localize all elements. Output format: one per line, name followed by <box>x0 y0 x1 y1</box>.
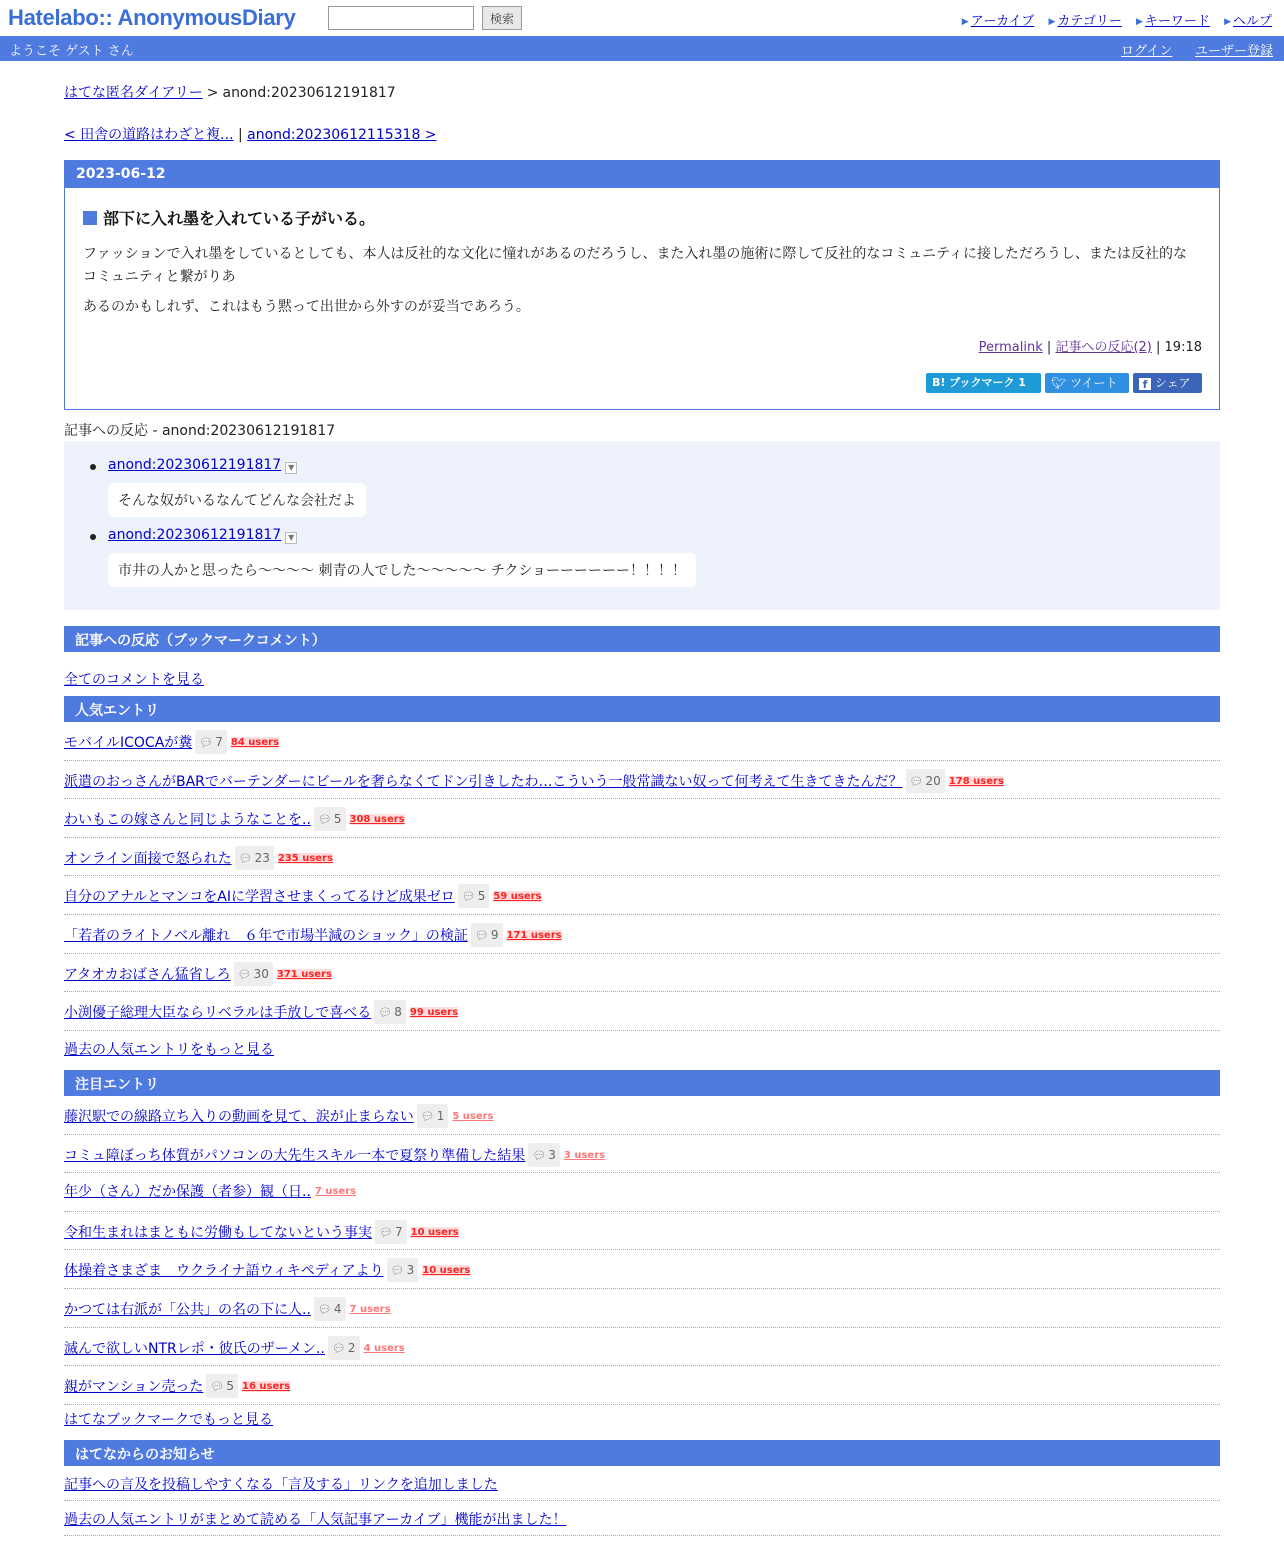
entry-row <box>64 1096 1220 1135</box>
comment-bubble-icon: 💬︎ <box>317 813 332 827</box>
search-button[interactable]: 検索 <box>482 6 522 30</box>
entry-link[interactable]: モバイルICOCAが糞 <box>64 735 193 751</box>
share-buttons <box>922 373 1202 393</box>
entry-link[interactable]: わいもこの嫁さんと同じようなことを.. <box>64 812 311 829</box>
entry-row <box>64 915 1220 954</box>
bullet-icon <box>90 534 96 540</box>
comment-bubble-icon: 💬︎ <box>532 1148 547 1162</box>
reaction-text: そんな奴がいるなんてどんな会社だよ <box>108 483 366 517</box>
news-item <box>64 1501 1220 1536</box>
bookmark-users-badge[interactable]: 99 users <box>409 1007 459 1019</box>
entry-link[interactable]: 年少（さん）だか保護（者参）観（日.. <box>64 1184 311 1201</box>
comment-bubble-icon: 💬︎ <box>461 890 476 904</box>
bookmark-users-badge[interactable]: 84 users <box>230 737 280 748</box>
nav-help-link[interactable]: ヘルプ <box>1232 14 1272 29</box>
entry-link[interactable]: 「若者のライトノベル離れ ６年で市場半減のショック」の検証 <box>64 928 468 944</box>
next-entry-link[interactable]: anond:20230612115318 > <box>247 127 437 143</box>
top-nav <box>952 10 1272 29</box>
comment-count[interactable] <box>471 923 503 947</box>
breadcrumb-current: anond:20230612191817 <box>222 85 396 101</box>
twitter-icon: 🐦︎ <box>1051 376 1071 390</box>
entry-row <box>64 1366 1220 1405</box>
bookmark-users-badge[interactable]: 308 users <box>349 814 405 826</box>
comment-count-value: 7 <box>394 1224 403 1239</box>
bookmark-users-badge[interactable]: 10 users <box>422 1265 471 1277</box>
arrow-icon: ▶ <box>1224 17 1231 27</box>
facebook-share-button[interactable]: f シェア <box>1133 373 1202 393</box>
entry-pager: < 田舎の道路はわざと複... | anond:20230612115318 > <box>64 127 437 143</box>
comment-count-value: 1 <box>436 1109 445 1123</box>
entry-link[interactable]: オンライン面接で怒られた <box>64 850 232 867</box>
comment-count-value: 7 <box>215 735 223 749</box>
diary-entry <box>64 160 1220 410</box>
comment-count[interactable] <box>314 1297 346 1321</box>
square-icon <box>83 211 97 225</box>
news-link[interactable]: 過去の人気エントリがまとめて読める「人気記事アーカイブ」機能が出ました！ <box>64 1512 567 1528</box>
comment-count[interactable] <box>375 1220 407 1244</box>
entry-link[interactable]: 派遣のおっさんがBARでバーテンダーにビールを奢らなくてドン引きしたわ…こういう一般常識ない奴って何考えて生きてきたんだ？ <box>64 773 903 790</box>
comment-bubble-icon: 💬︎ <box>474 929 489 942</box>
comment-count-value: 3 <box>406 1263 415 1278</box>
comment-count-value: 23 <box>254 850 270 865</box>
bookmark-users-badge[interactable]: 10 users <box>410 1226 459 1238</box>
reaction-link[interactable]: anond:20230612191817 <box>108 457 282 473</box>
expand-toggle-icon[interactable]: ▼ <box>285 532 297 544</box>
bookmark-users-badge[interactable]: 371 users <box>276 968 332 980</box>
comment-count-value: 4 <box>333 1302 342 1316</box>
welcome-text: ようこそ ゲスト さん <box>9 44 134 59</box>
comment-count-value: 8 <box>394 1005 402 1020</box>
comment-count[interactable] <box>528 1143 560 1167</box>
entry-link[interactable]: コミュ障ぼっち体質がパソコンの大先生スキル一本で夏祭り準備した結果 <box>64 1147 526 1164</box>
comment-count[interactable] <box>234 962 273 986</box>
comment-count[interactable] <box>314 807 346 831</box>
entry-date: 2023-06-12 <box>65 161 1219 188</box>
entry-link[interactable]: 令和生まれはまともに労働もしてないという事実 <box>64 1224 372 1241</box>
entry-title: 部下に入れ墨を入れている子がいる。 <box>83 206 375 229</box>
comment-count[interactable] <box>387 1258 419 1282</box>
register-link[interactable]: ユーザー登録 <box>1195 44 1274 59</box>
comment-bubble-icon: 💬︎ <box>379 1225 393 1239</box>
entry-row <box>64 1250 1220 1289</box>
entry-link[interactable]: 滅んで欲しいNTRレポ・彼氏のザーメン.. <box>64 1340 325 1357</box>
top-bar <box>0 0 1284 36</box>
entry-row <box>64 1328 1220 1367</box>
bookmark-users-badge[interactable]: 3 users <box>563 1149 606 1161</box>
comment-count-value: 5 <box>477 889 486 904</box>
tweet-button[interactable]: 🐦︎ ツイート <box>1045 373 1129 393</box>
entry-row <box>64 722 1220 761</box>
comment-count[interactable] <box>328 1336 360 1360</box>
bookmark-users-badge[interactable]: 171 users <box>506 930 562 941</box>
reaction-item <box>108 527 687 579</box>
entry-link[interactable]: アタオカおばさん猛省しろ <box>64 966 231 983</box>
entry-link[interactable]: 体操着さまざま ウクライナ語ウィキペディアより <box>64 1263 384 1280</box>
comment-count[interactable] <box>235 846 274 870</box>
bullet-icon <box>90 464 96 470</box>
comment-count-value: 9 <box>490 928 499 942</box>
comment-bubble-icon: 💬︎ <box>317 1303 332 1316</box>
comment-bubble-icon: 💬︎ <box>390 1264 405 1278</box>
see-all-comments-link[interactable]: 全てのコメントを見る <box>64 672 204 688</box>
more-bookmarks-link[interactable]: はてなブックマークでもっと見る <box>64 1412 274 1428</box>
bookmark-users-badge[interactable]: 16 users <box>241 1381 291 1393</box>
entry-paragraph: あるのかもしれず、これはもう黙って出世から外すのが妥当であろう。 <box>83 299 530 315</box>
comment-bubble-icon: 💬︎ <box>420 1110 435 1123</box>
bookmark-users-badge[interactable]: 178 users <box>948 775 1004 787</box>
comment-bubble-icon: 💬︎ <box>378 1006 393 1020</box>
reaction-item <box>108 457 356 509</box>
comment-bubble-icon: 💬︎ <box>237 967 252 981</box>
entry-link[interactable]: 自分のアナルとマンコをAIに学習させまくってるけど成果ゼロ <box>64 889 455 906</box>
comment-count-value: 2 <box>347 1340 356 1355</box>
nav-archive-link[interactable]: アーカイブ <box>970 14 1035 29</box>
entry-link[interactable]: 親がマンション売った <box>64 1379 204 1396</box>
entry-row <box>64 1135 1220 1174</box>
comment-count-value: 30 <box>253 966 269 981</box>
comment-bubble-icon: 💬︎ <box>238 851 253 865</box>
entry-link[interactable]: 小渕優子総理大臣ならリベラルは手放しで喜べる <box>64 1005 372 1022</box>
entry-link[interactable]: 藤沢駅での線路立ち入りの動画を見て、涙が止まらない <box>64 1109 414 1125</box>
entry-footer: Permalink | 記事への反応(2) | 19:18 <box>978 340 1202 355</box>
comment-bubble-icon: 💬︎ <box>331 1341 346 1355</box>
breadcrumb: はてな匿名ダイアリー > anond:20230612191817 <box>64 85 396 101</box>
permalink-link[interactable]: Permalink <box>978 340 1043 355</box>
user-bar <box>0 36 1284 61</box>
arrow-icon: ▶ <box>1048 17 1056 27</box>
nav-category-link[interactable]: カテゴリー <box>1057 14 1122 29</box>
popular-entries-heading: 人気エントリ <box>64 696 1220 722</box>
reactions-title: 記事への反応 - anond:20230612191817 <box>64 420 1220 443</box>
news-link[interactable]: 記事への言及を投稿しやすくなる「言及する」リンクを追加しました <box>64 1477 498 1493</box>
comment-bubble-icon: 💬︎ <box>909 774 924 788</box>
comment-count-value: 3 <box>548 1147 556 1162</box>
entry-row <box>64 1173 1220 1212</box>
entry-row <box>64 1289 1220 1328</box>
entry-time: 19:18 <box>1164 340 1202 355</box>
reactions-link[interactable]: 記事への反応(2) <box>1055 340 1152 355</box>
reaction-link[interactable]: anond:20230612191817 <box>108 527 282 543</box>
facebook-icon: f <box>1139 378 1151 390</box>
comment-count[interactable] <box>206 1374 238 1398</box>
comment-count[interactable] <box>906 769 945 793</box>
comment-count[interactable] <box>195 730 227 754</box>
bookmark-users-badge[interactable]: 5 users <box>452 1111 494 1122</box>
notable-entries-heading: 注目エントリ <box>64 1070 1220 1096</box>
comment-count-value: 5 <box>333 812 342 827</box>
site-logo[interactable]: Hatelabo:: AnonymousDiary <box>8 5 296 30</box>
more-popular-link[interactable]: 過去の人気エントリをもっと見る <box>64 1042 274 1058</box>
hatena-bookmark-button[interactable]: B! ブックマーク 1 <box>926 373 1041 393</box>
entry-row <box>64 838 1220 877</box>
nav-keyword-link[interactable]: キーワード <box>1144 14 1210 29</box>
entry-row <box>64 876 1220 915</box>
bookmark-comments-heading: 記事への反応（ブックマークコメント） <box>64 626 1220 652</box>
arrow-icon: ▶ <box>1135 17 1143 27</box>
entry-link[interactable]: かつては右派が「公共」の名の下に人.. <box>64 1302 311 1318</box>
comment-count-value: 5 <box>226 1379 234 1394</box>
reaction-text: 市井の人かと思ったら〜〜〜〜 刺青の人でした〜〜〜〜〜 チクショーーーーーー！！！！ <box>108 553 696 587</box>
bookmark-users-badge[interactable]: 59 users <box>493 891 542 903</box>
comment-count[interactable] <box>458 884 490 908</box>
search-input[interactable] <box>328 6 474 30</box>
bookmark-users-badge[interactable]: 235 users <box>277 852 333 864</box>
reactions-list <box>64 441 1220 610</box>
comment-bubble-icon: 💬︎ <box>210 1380 225 1394</box>
comment-count[interactable] <box>417 1104 449 1128</box>
expand-toggle-icon[interactable]: ▼ <box>285 462 297 474</box>
arrow-icon: ▶ <box>961 17 969 27</box>
news-item <box>64 1466 1220 1501</box>
comment-bubble-icon: 💬︎ <box>199 736 214 749</box>
breadcrumb-home-link[interactable]: はてな匿名ダイアリー <box>64 85 203 101</box>
bookmark-users-badge[interactable]: 7 users <box>349 1304 391 1315</box>
comment-count-value: 20 <box>925 773 941 788</box>
news-heading: はてなからのお知らせ <box>64 1440 1220 1466</box>
entry-row <box>64 1212 1220 1251</box>
prev-entry-link[interactable]: < 田舎の道路はわざと複... <box>64 127 234 143</box>
comment-count[interactable] <box>374 1000 406 1024</box>
entry-row <box>64 761 1220 800</box>
entry-row <box>64 954 1220 993</box>
bookmark-users-badge[interactable]: 4 users <box>363 1342 405 1354</box>
bookmark-users-badge[interactable]: 7 users <box>314 1186 357 1198</box>
login-link[interactable]: ログイン <box>1121 44 1173 59</box>
entry-row <box>64 799 1220 838</box>
entry-row <box>64 992 1220 1031</box>
entry-paragraph: ファッションで入れ墨をしているとしても、本人は反社的な文化に憧れがあるのだろうし、また入れ墨の施術に際して反社的なコミュニティに接しただろうし、または反社的なコミュニティと繋がりあ <box>83 246 1188 285</box>
